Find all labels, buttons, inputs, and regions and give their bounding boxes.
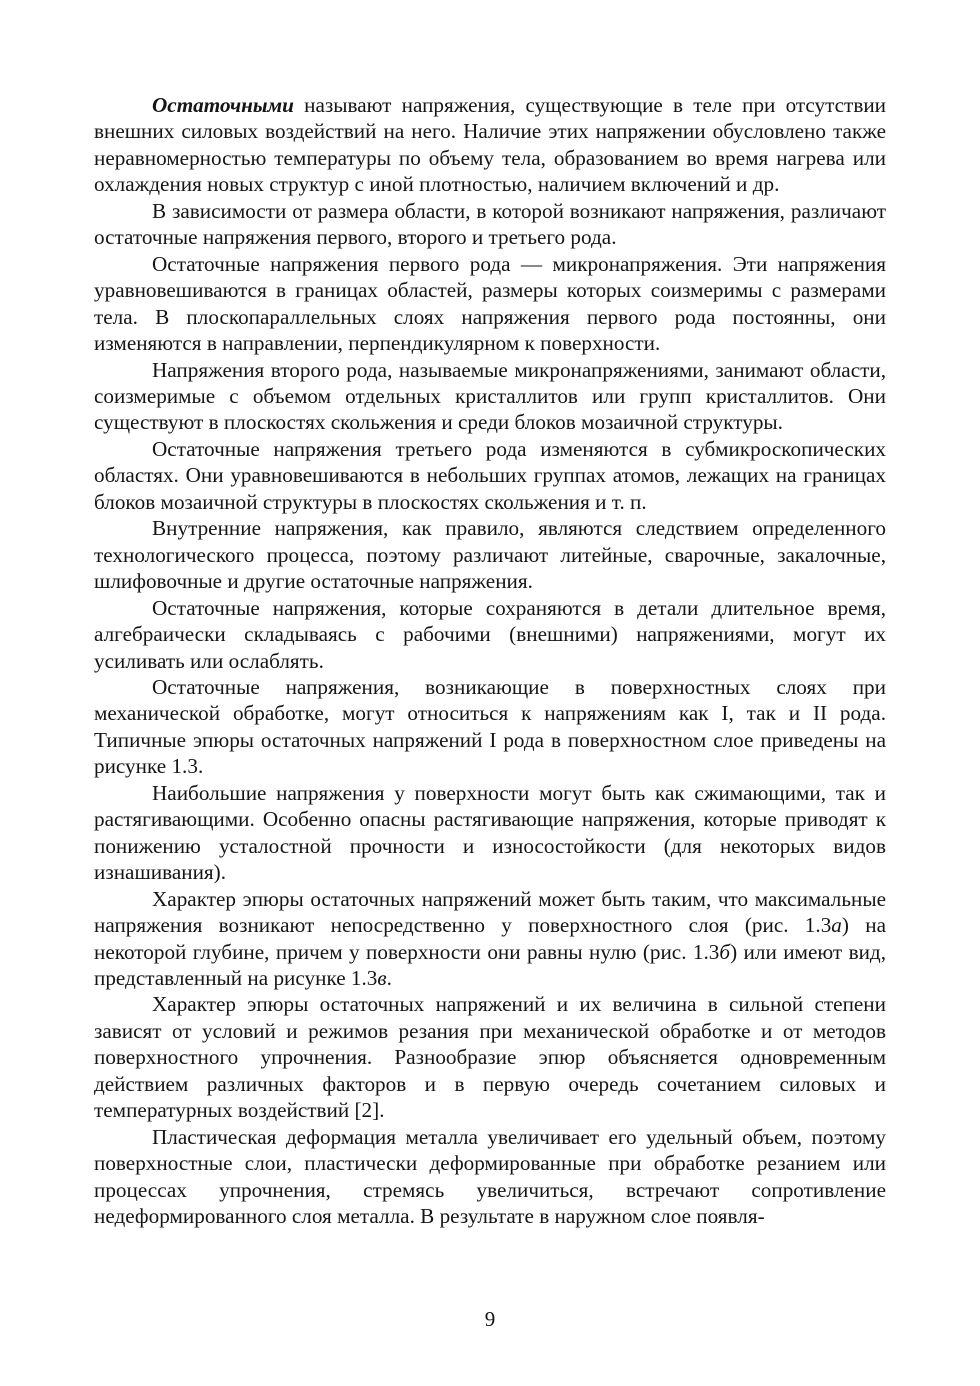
paragraph-residual-stress-definition [94,92,886,198]
paragraph-first-kind: Остаточные напряжения первого рода — микронапряжения. Эти напряжения уравновешиваются в границах областей, размеры которых соизмеримы с размерами тела. В плоскопараллельных слоях напряжения первого рода постоянны, они изменяются в направлении, перпендикулярном к поверхности. [94,251,886,356]
epure-text-4: . [386,965,392,990]
paragraph-internal-stress: Внутренние напряжения, как правило, являются следствием определенного технологического процесса, поэтому различают литейные, сварочные, закалочные, шлифовочные и другие остаточные напряжения. [94,516,886,594]
defined-term: Остаточными [152,93,294,117]
epure-text-1: Характер эпюры остаточных напряжений может быть таким, что максимальные напряжения возникают непосредственно у поверхностного слоя (рис. 1.3 [94,886,886,938]
epure-text-2: ) на некоторой глубине, причем у поверхности они равны нулю (рис. 1.3 [94,913,886,964]
paragraph-machining-stress: Остаточные напряжения, возникающие в поверхностных слоях при механической обработке, могут относиться к напряжениям как I, так и II рода. Типичные эпюры остаточных напряжений I рода в поверхностном слое приведены на рисунке 1.3. [94,674,886,779]
paragraph-epure-factors: Характер эпюры остаточных напряжений и их величина в сильной степени зависят от условий и режимов резания при механической обработке и от методов поверхностного упрочнения. Разнообразие эпюр объясняется одновременным действием различных факторов и в первую очередь сочетанием силовых и температурных воздействий [2]. [94,992,886,1123]
page-body [94,92,886,1229]
paragraph-third-kind: Остаточные напряжения третьего рода изменяются в субмикроскопических областях. Они уравновешиваются в небольших группах атомов, лежащих на границах блоков мозаичной структуры в плоскостях скольжения и т. п. [94,436,886,514]
epure-text-3: ) или имеют вид, представленный на рисунке 1.3 [94,939,886,990]
page-number: 9 [484,1307,496,1331]
paragraph-plastic-deformation: Пластическая деформация металла увеличивает его удельный объем, поэтому поверхностные слои, пластически деформированные при обработке резанием или процессах упрочнения, стремясь увеличиться, встречают сопротивление недеформированного слоя металла. В результате в наружном слое появля- [94,1124,886,1229]
figure-ref-a: а [831,913,842,938]
figure-ref-c: в [377,965,387,990]
paragraph-stress-kinds: В зависимости от размера области, в которой возникают напряжения, различают остаточные напряжения первого, второго и третьего рода. [94,198,886,250]
paragraph-long-term-stress: Остаточные напряжения, которые сохраняются в детали длительное время, алгебраически складываясь с рабочими (внешними) напряжениями, могут их усиливать или ослаблять. [94,595,886,673]
paragraph-max-stress: Наибольшие напряжения у поверхности могут быть как сжимающими, так и растягивающими. Особенно опасны растягивающие напряжения, которые приводят к понижению усталостной прочности и износостойкости (для некоторых видов изнашивания). [94,780,886,885]
paragraph-second-kind: Напряжения второго рода, называемые микронапряжениями, занимают области, соизмеримые с объемом отдельных кристаллитов или групп кристаллитов. Они существуют в плоскостях скольжения и среди блоков мозаичной структуры. [94,357,886,435]
definition-text: называют напряжения, существующие в теле при отсутствии внешних силовых воздействий на него. Наличие этих напряжении обусловлено также неравномерностью температуры по объему тела, образованием во время нагрева или охлаждения новых структур с иной плотностью, наличием включений и др. [94,93,886,197]
figure-ref-b: б [719,939,731,964]
paragraph-epure-shape [94,886,886,992]
